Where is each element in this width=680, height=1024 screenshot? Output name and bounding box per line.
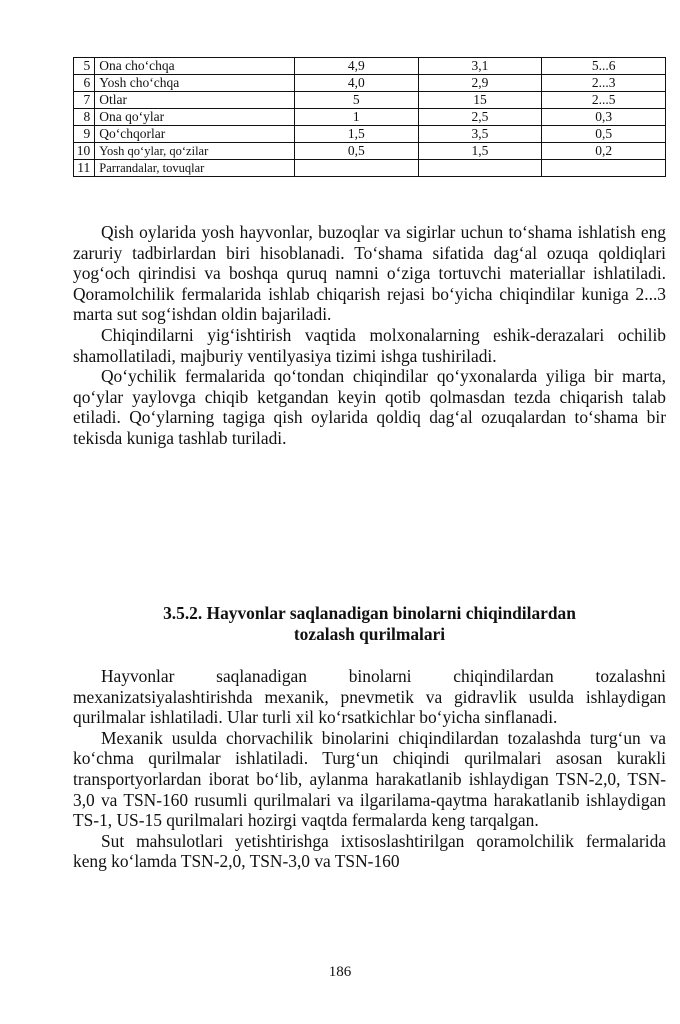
value-cell: 0,5 xyxy=(294,143,418,160)
value-cell: 2,5 xyxy=(418,109,542,126)
table-row xyxy=(74,75,666,92)
row-number: 11 xyxy=(74,160,95,177)
table-row xyxy=(74,58,666,75)
value-cell: 1,5 xyxy=(418,143,542,160)
body-text-top xyxy=(73,222,666,449)
value-cell: 0,5 xyxy=(542,126,666,143)
value-cell: 3,1 xyxy=(418,58,542,75)
row-number: 7 xyxy=(74,92,95,109)
animal-name: Yosh cho‘chqa xyxy=(95,75,295,92)
section-heading-line: tozalash qurilmalari xyxy=(293,624,446,644)
value-cell: 4,0 xyxy=(294,75,418,92)
row-number: 5 xyxy=(74,58,95,75)
section-heading xyxy=(73,603,666,645)
animal-name: Qo‘chqorlar xyxy=(95,126,295,143)
table-row xyxy=(74,160,666,177)
animal-name: Yosh qo‘ylar, qo‘zilar xyxy=(95,143,295,160)
value-cell: 0,2 xyxy=(542,143,666,160)
table-row xyxy=(74,109,666,126)
value-cell: 0,3 xyxy=(542,109,666,126)
table-row xyxy=(74,126,666,143)
row-number: 8 xyxy=(74,109,95,126)
row-number: 6 xyxy=(74,75,95,92)
paragraph: Mexanik usulda chorvachilik binolarini chiqindilardan tozalashda turg‘un va ko‘chma qurilmalar ishlatiladi. Turg‘un chiqindi qurilmalari asosan kurakli transportyorlardan iborat bo‘lib, aylanma harakatlanib ishlaydigan TSN-2,0, TSN-3,0 va TSN-160 rusumli qurilmalari va ilgarilama-qaytma harakatlanib ishlaydigan TS-1, US-15 qurilmalari hozirgi vaqtda fermalarda keng tarqalgan. xyxy=(73,727,666,831)
value-cell: 1,5 xyxy=(294,126,418,143)
table-row xyxy=(74,92,666,109)
animal-name: Parrandalar, tovuqlar xyxy=(95,160,295,177)
row-number: 10 xyxy=(74,143,95,160)
value-cell: 1 xyxy=(294,109,418,126)
section-heading-line: 3.5.2. Hayvonlar saqlanadigan binolarni chiqindilardan xyxy=(163,603,576,623)
paragraph: Chiqindilarni yig‘ishtirish vaqtida molxonalarning eshik-derazalari ochilib shamollatiladi, majburiy ventilyasiya tizimi ishga tushiriladi. xyxy=(73,324,666,366)
value-cell: 4,9 xyxy=(294,58,418,75)
value-cell: 5...6 xyxy=(542,58,666,75)
paragraph: Qish oylarida yosh hayvonlar, buzoqlar va sigirlar uchun to‘shama ishlatish eng zaruriy tadbirlardan biri hisoblanadi. To‘shama sifatida dag‘al ozuqa qoldiqlari yog‘och qirindisi va boshqa quruq namni o‘ziga tortuvchi materiallar ishlatiladi. Qoramolchilik fermalarida ishlab chiqarish rejasi bo‘yicha chiqindilar kuniga 2...3 marta sut sog‘ishdan oldin bajariladi. xyxy=(73,222,666,325)
value-cell xyxy=(294,160,418,177)
animal-name: Ona qo‘ylar xyxy=(95,109,295,126)
paragraph: Sut mahsulotlari yetishtirishga ixtisoslashtirilgan qoramolchilik fermalarida keng ko‘lamda TSN-2,0, TSN-3,0 va TSN-160 xyxy=(73,830,666,872)
table-row xyxy=(74,143,666,160)
paragraph: Qo‘ychilik fermalarida qo‘tondan chiqindilar qo‘yxonalarda yiliga bir marta, qo‘ylar yaylovga chiqib ketgandan keyin qotib qolmasdan tezda chiqarish talab etiladi. Qo‘ylarning tagiga qish oylarida qoldiq dag‘al ozuqalardan to‘shama bir tekisda kuniga tashlab turiladi. xyxy=(73,366,666,448)
animal-name: Ona cho‘chqa xyxy=(95,58,295,75)
value-cell xyxy=(542,160,666,177)
value-cell: 3,5 xyxy=(418,126,542,143)
body-text-bottom xyxy=(73,666,666,872)
page-number: 186 xyxy=(328,964,352,980)
value-cell: 2...3 xyxy=(542,75,666,92)
row-number: 9 xyxy=(74,126,95,143)
value-cell: 15 xyxy=(418,92,542,109)
value-cell xyxy=(418,160,542,177)
paragraph: Hayvonlar saqlanadigan binolarni chiqindilardan tozalashni mexanizatsiyalashtirishda mexanik, pnevmetik va gidravlik usulda ishlaydigan qurilmalar ishlatiladi. Ular turli xil ko‘rsatkichlar bo‘yicha sinflanadi. xyxy=(73,666,666,728)
value-cell: 5 xyxy=(294,92,418,109)
animal-name: Otlar xyxy=(95,92,295,109)
data-table xyxy=(73,57,666,177)
value-cell: 2,9 xyxy=(418,75,542,92)
value-cell: 2...5 xyxy=(542,92,666,109)
